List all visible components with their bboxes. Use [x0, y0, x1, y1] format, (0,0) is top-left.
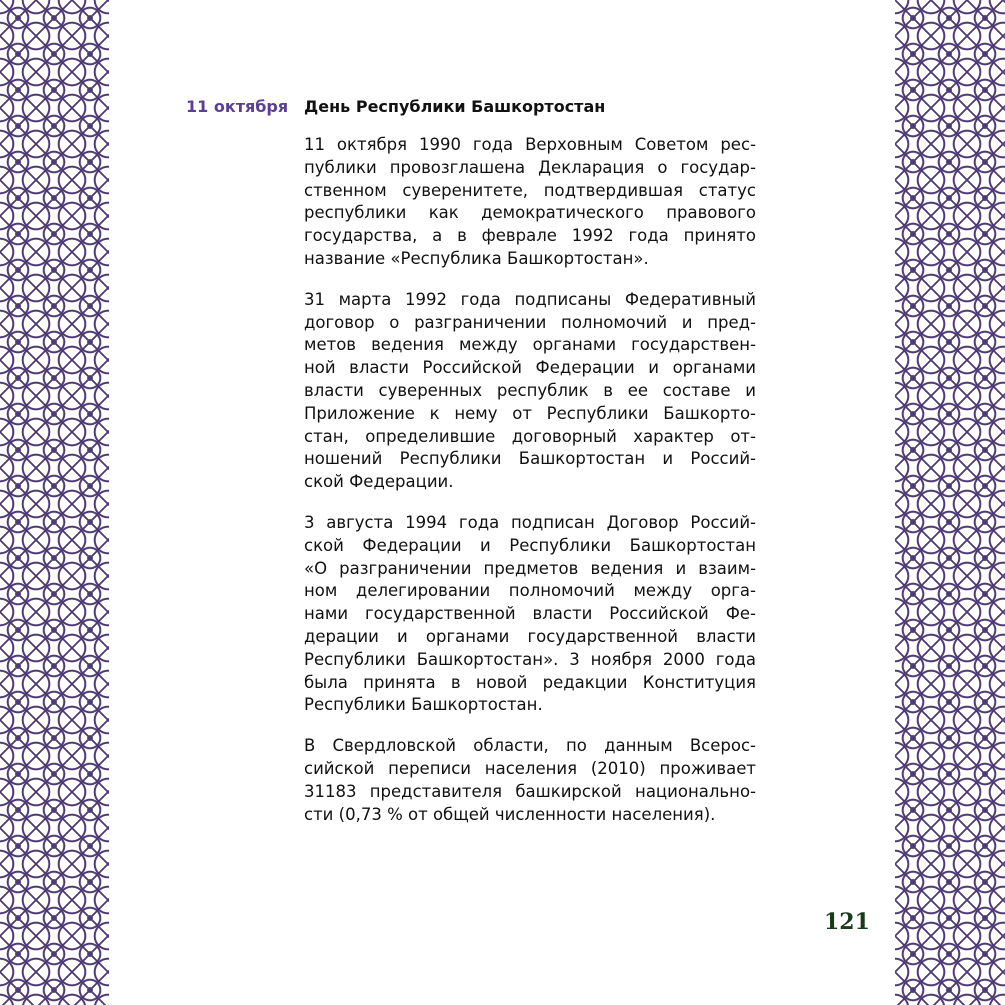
text-line: стан, определившие договорный характер от- — [304, 426, 756, 446]
text-line: ской Федерации. — [304, 472, 454, 492]
text-line: сти (0,73 % от общей численности населения). — [304, 804, 716, 824]
ornamental-border-right — [895, 0, 1005, 1005]
text-line: Республики Башкортостан». 3 ноября 2000 года — [304, 649, 756, 669]
paragraph-1 — [304, 134, 756, 271]
text-line: дерации и органами государственной власти — [304, 626, 756, 646]
text-line: ственном суверенитете, подтвердившая статус — [304, 180, 756, 200]
ornamental-border-left — [0, 0, 109, 1005]
text-line: ном делегировании полномочий между орга- — [304, 581, 756, 601]
page-number: 121 — [824, 909, 870, 935]
text-line: публики провозглашена Декларация о государ- — [304, 157, 756, 177]
text-line: власти суверенных республик в ее составе и — [304, 380, 756, 400]
text-line: Республики Башкортостан. — [304, 695, 543, 715]
text-line: была принята в новой редакции Конституция — [304, 672, 756, 692]
text-line: название «Республика Башкортостан». — [304, 248, 649, 268]
text-line: государства, а в феврале 1992 года принято — [304, 226, 756, 246]
text-line: нами государственной власти Российской Фе- — [304, 604, 756, 624]
text-line: республики как демократического правового — [304, 203, 756, 223]
text-line: 11 октября 1990 года Верховным Советом рес- — [304, 135, 756, 154]
paragraph-4 — [304, 735, 756, 826]
text-line: Приложение к нему от Республики Башкорто- — [304, 403, 756, 423]
text-line: ской Федерации и Республики Башкортостан — [304, 535, 756, 555]
text-line: 3 августа 1994 года подписан Договор Россий- — [304, 512, 756, 532]
page-title: День Республики Башкортостан — [304, 97, 606, 116]
text-line: договор о разграничении полномочий и пред- — [304, 312, 756, 332]
text-line: 31 марта 1992 года подписаны Федеративный — [304, 289, 756, 309]
paragraph-2 — [304, 289, 756, 494]
paragraph-3 — [304, 512, 756, 717]
text-line: метов ведения между органами государствен- — [304, 335, 756, 355]
text-line: «О разграничении предметов ведения и взаим- — [304, 558, 756, 578]
text-line: ношений Республики Башкортостан и Россий- — [304, 449, 756, 469]
article-body — [304, 134, 756, 844]
event-date: 11 октября — [186, 97, 289, 116]
text-line: 31183 представителя башкирской национально- — [304, 781, 756, 801]
text-line: В Свердловской области, по данным Всерос- — [304, 736, 756, 756]
text-line: сийской переписи населения (2010) проживает — [304, 758, 756, 778]
text-line: ной власти Российской Федерации и органами — [304, 358, 756, 378]
